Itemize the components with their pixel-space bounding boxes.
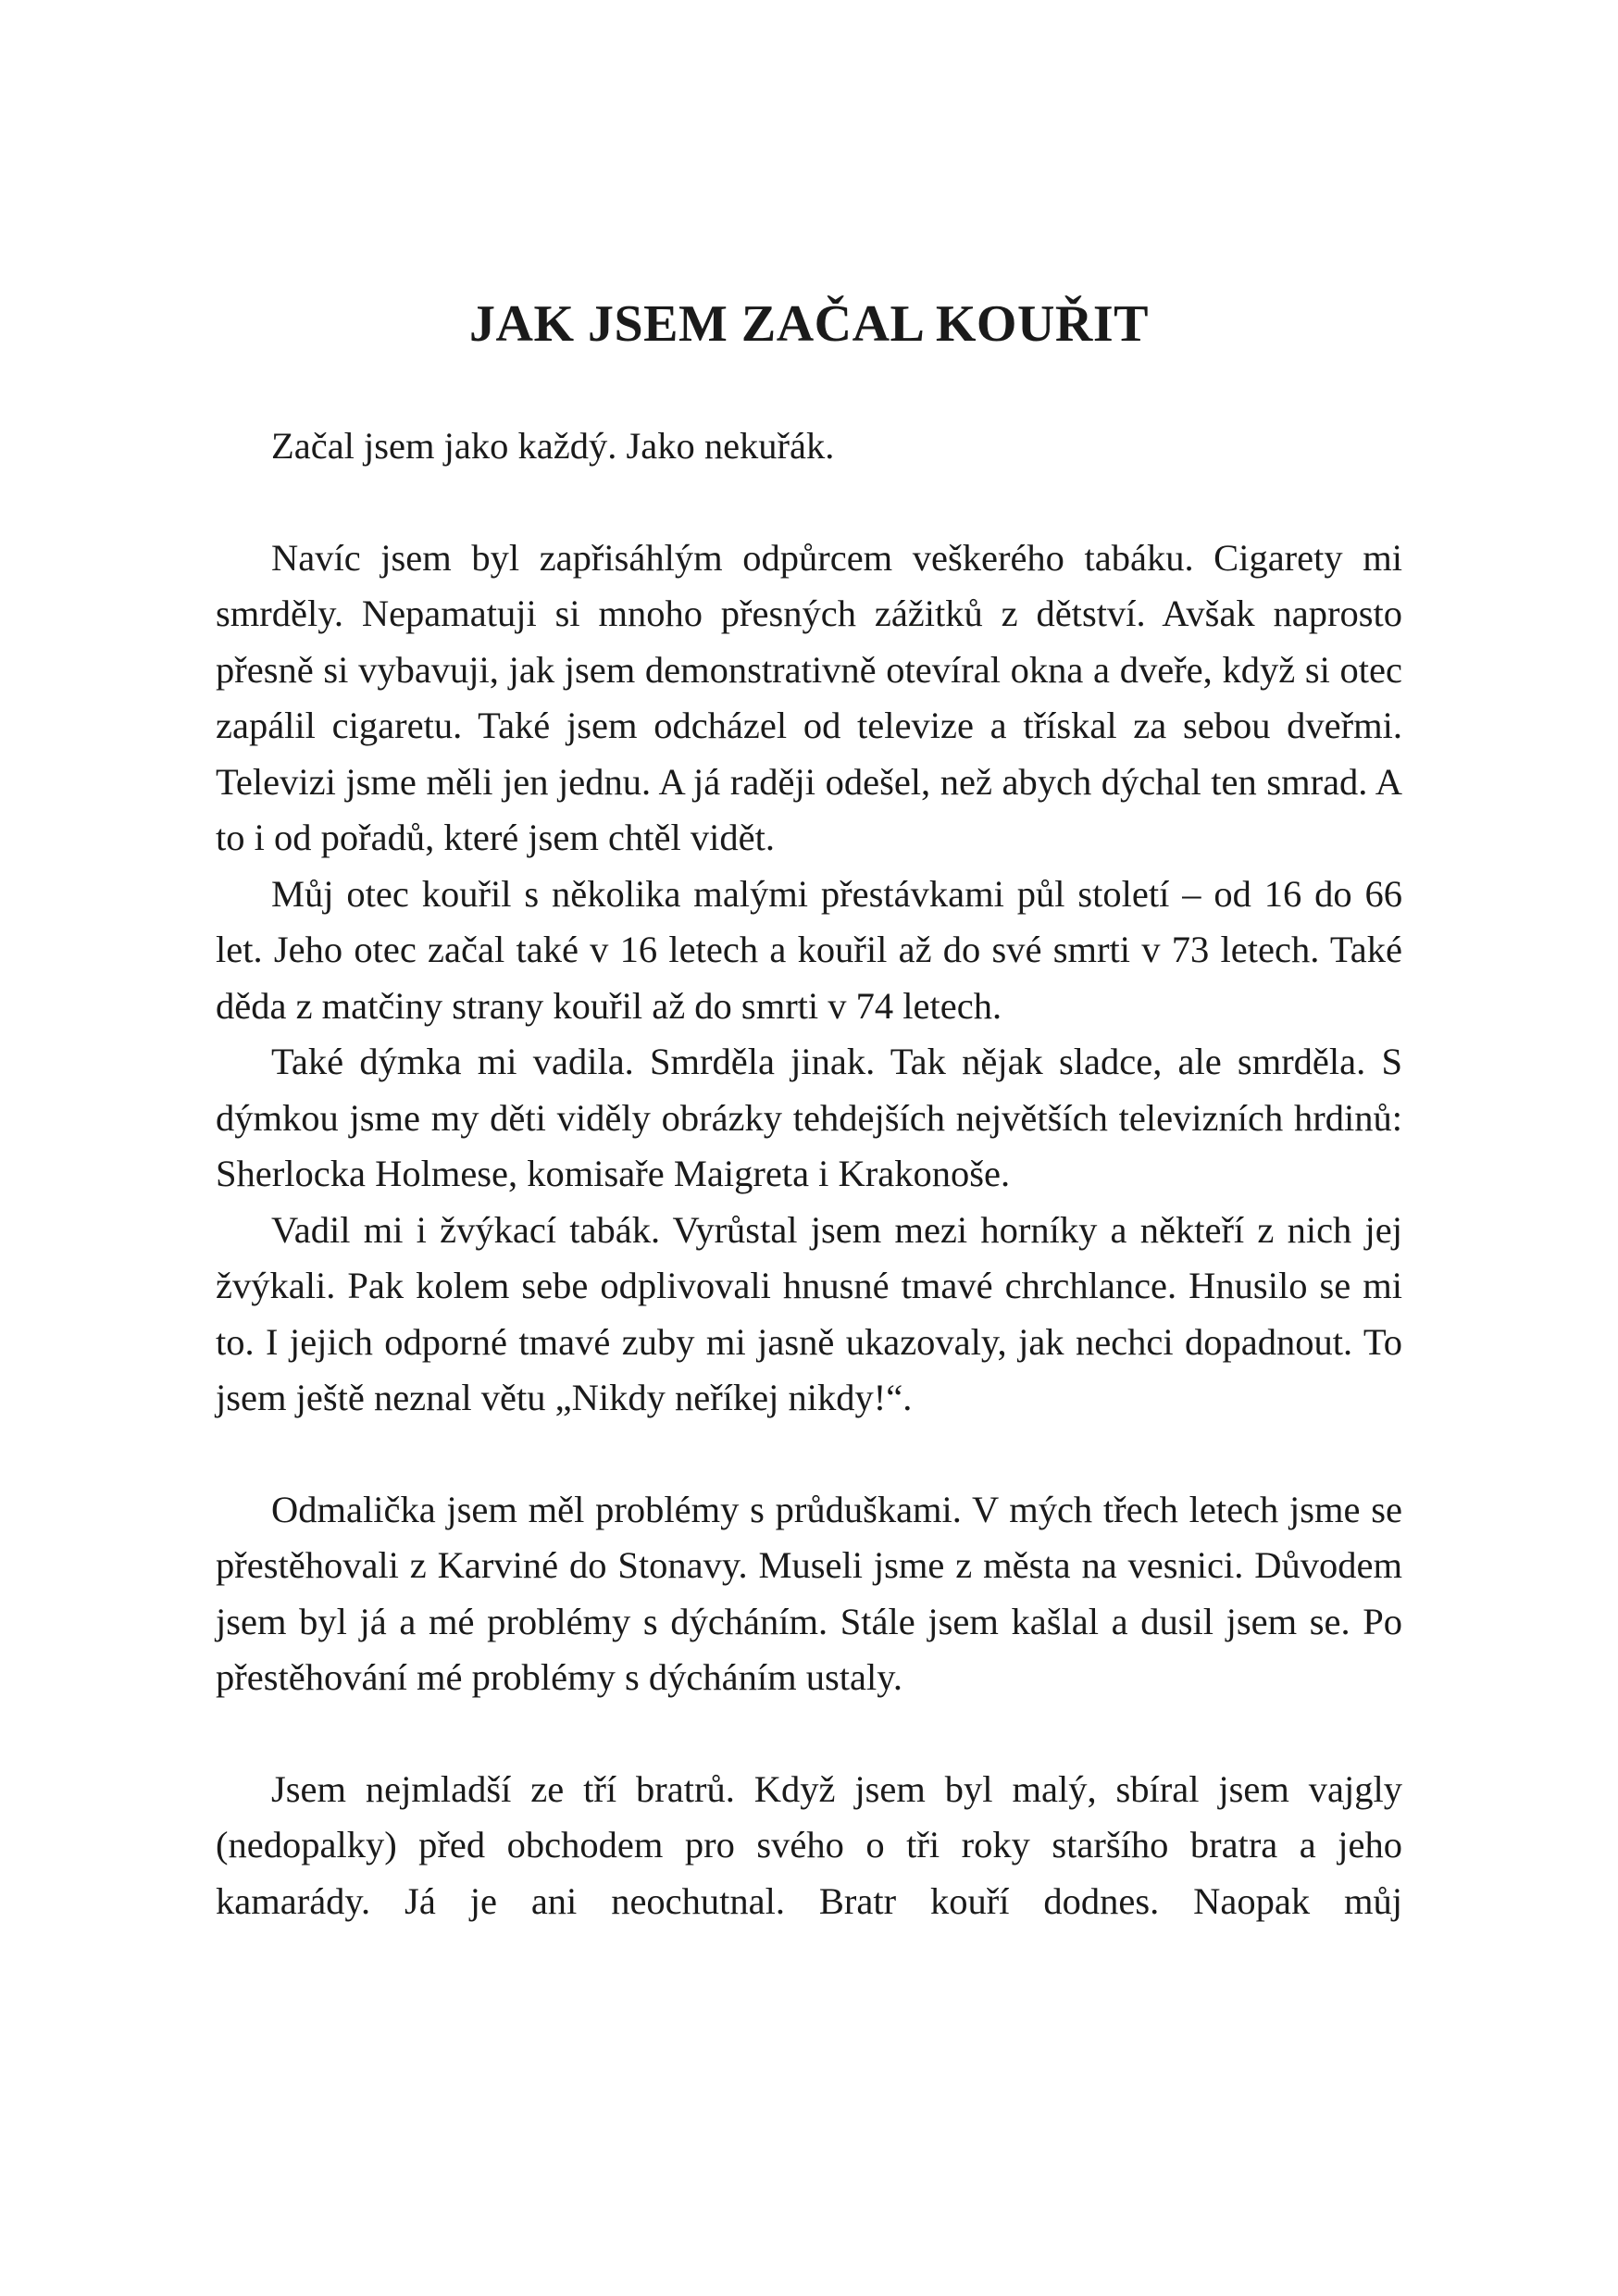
paragraph: Navíc jsem byl zapřisáhlým odpůrcem veškerého tabáku. Cigarety mi smrděly. Nepamatuji si mnoho přesných zážitků z dětství. Avšak naprosto přesně si vybavuji, jak jsem demonstrativně otevíral okna a dveře, když si otec zapálil cigaretu. Také jsem odcházel od televize a třískal za sebou dveřmi. Televizi jsme měli jen jednu. A já raději odešel, než abych dýchal ten smrad. A to i od pořadů, které jsem chtěl vidět. [216, 536, 1402, 858]
paragraph: Vadil mi i žvýkací tabák. Vyrůstal jsem mezi horníky a někteří z nich jej žvýkali. Pak kolem sebe odplivovali hnusné tmavé chrchlance. Hnusilo se mi to. I jejich odporné tmavé zuby mi jasně ukazovaly, jak nechci dopadnout. To jsem ještě neznal větu „Nikdy neříkej nikdy!“. [216, 1208, 1402, 1418]
paragraph-gap [216, 1427, 1402, 1482]
paragraph-gap [216, 1706, 1402, 1762]
paragraph-gap [216, 475, 1402, 530]
paragraph: Také dýmka mi vadila. Smrděla jinak. Tak nějak sladce, ale smrděla. S dýmkou jsme my děti viděly obrázky tehdejších největších televizních hrdinů: Sherlocka Holmese, komisaře Maigreta i Krakonoše. [216, 1041, 1402, 1194]
paragraph: Začal jsem jako každý. Jako nekuřák. [271, 425, 835, 467]
chapter-title: JAK JSEM ZAČAL KOUŘIT [469, 295, 1149, 353]
paragraph: Jsem nejmladší ze tří bratrů. Když jsem byl malý, sbíral jsem vajgly (nedopalky) před obchodem pro svého o tři roky staršího bratra a jeho kamarády. Já je ani neochutnal. Bratr kouří dodnes. Naopak můj [216, 1767, 1402, 1922]
paragraph: Odmalička jsem měl problémy s průduškami. V mých třech letech jsme se přestěhovali z Karviné do Stonavy. Museli jsme z města na vesnici. Důvodem jsem byl já a mé problémy s dýcháním. Stále jsem kašlal a dusil jsem se. Po přestěhování mé problémy s dýcháním ustaly. [216, 1488, 1402, 1698]
chapter-body [216, 418, 1402, 1929]
paragraph: Můj otec kouřil s několika malými přestávkami půl století – od 16 do 66 let. Jeho otec začal také v 16 letech a kouřil až do své smrti v 73 letech. Také děda z matčiny strany kouřil až do smrti v 74 letech. [216, 872, 1402, 1027]
